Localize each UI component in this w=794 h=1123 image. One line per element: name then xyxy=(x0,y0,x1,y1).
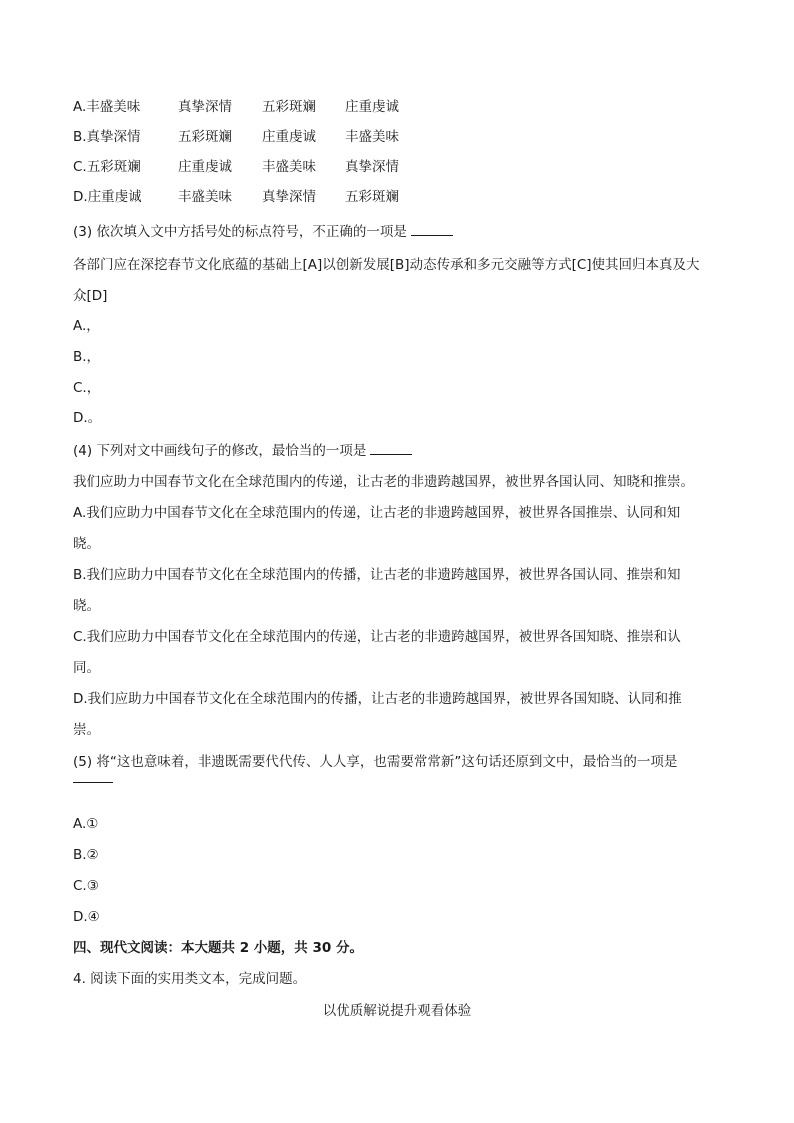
question-3-option-c: C.， xyxy=(73,380,101,396)
option-cell: 五彩斑斓 xyxy=(178,129,232,145)
option-cell: 庄重虔诚 xyxy=(345,99,399,115)
option-cell: 丰盛美味 xyxy=(178,189,232,205)
option-cell: 丰盛美味 xyxy=(262,159,316,175)
question-5-stem: (5) 将“这也意味着，非遗既需要代代传、人人享，也需要常常新”这句话还原到文中，最恰当的一项是 xyxy=(73,754,678,770)
answer-blank xyxy=(73,782,113,783)
article-title: 以优质解说提升观看体验 xyxy=(322,1003,472,1019)
option-cell: 五彩斑斓 xyxy=(345,189,399,205)
option-cell: 五彩斑斓 xyxy=(262,99,316,115)
question-5-option-d: D.④ xyxy=(73,909,100,925)
option-cell: A.丰盛美味 xyxy=(73,99,141,115)
question-3-passage-line-2: 众[D] xyxy=(73,288,108,304)
question-3-passage-line-1: 各部门应在深挖春节文化底蕴的基础上[A]以创新发展[B]动态传承和多元交融等方式[C]使其回归本真及大 xyxy=(73,257,700,273)
section-heading: 四、现代文阅读：本大题共 2 小题，共 30 分。 xyxy=(73,940,363,956)
option-cell: 庄重虔诚 xyxy=(262,129,316,145)
question-4-option-c-line-1: C.我们应助力中国春节文化在全球范围内的传递，让古老的非遗跨越国界，被世界各国知晓、推崇和认 xyxy=(73,629,681,645)
option-cell: 真挚深情 xyxy=(178,99,232,115)
question-4-option-d-line-1: D.我们应助力中国春节文化在全球范围内的传播，让古老的非遗跨越国界，被世界各国知晓、认同和推 xyxy=(73,691,682,707)
option-cell: C.五彩斑斓 xyxy=(73,159,141,175)
question-4-stem: (4) 下列对文中画线句子的修改，最恰当的一项是 xyxy=(73,440,412,461)
question-5-option-a: A.① xyxy=(73,816,99,832)
question-4-option-a-line-1: A.我们应助力中国春节文化在全球范围内的传递，让古老的非遗跨越国界，被世界各国推崇、认同和知 xyxy=(73,505,681,521)
option-cell: 真挚深情 xyxy=(262,189,316,205)
question-4-option-d-line-2: 崇。 xyxy=(73,722,100,738)
question-3-option-d: D.。 xyxy=(73,410,102,426)
option-cell: B.真挚深情 xyxy=(73,129,141,145)
question-5-option-b: B.② xyxy=(73,847,99,863)
question-4-intro: 4. 阅读下面的实用类文本，完成问题。 xyxy=(73,971,307,987)
option-cell: 丰盛美味 xyxy=(345,129,399,145)
answer-blank xyxy=(411,221,453,236)
question-4-option-a-line-2: 晓。 xyxy=(73,536,100,552)
question-3-option-b: B.， xyxy=(73,349,101,365)
question-5-option-c: C.③ xyxy=(73,878,99,894)
option-cell: 庄重虔诚 xyxy=(178,159,232,175)
question-4-option-b-line-2: 晓。 xyxy=(73,598,100,614)
question-4-option-b-line-1: B.我们应助力中国春节文化在全球范围内的传播，让古老的非遗跨越国界，被世界各国认同、推崇和知 xyxy=(73,567,681,583)
question-3-option-a: A.， xyxy=(73,318,100,334)
option-cell: D.庄重虔诚 xyxy=(73,189,142,205)
question-4-sentence: 我们应助力中国春节文化在全球范围内的传递，让古老的非遗跨越国界，被世界各国认同、知晓和推崇。 xyxy=(73,474,694,490)
answer-blank xyxy=(370,440,412,455)
option-cell: 真挚深情 xyxy=(345,159,399,175)
question-4-option-c-line-2: 同。 xyxy=(73,660,100,676)
question-3-stem: (3) 依次填入文中方括号处的标点符号，不正确的一项是 xyxy=(73,221,453,242)
